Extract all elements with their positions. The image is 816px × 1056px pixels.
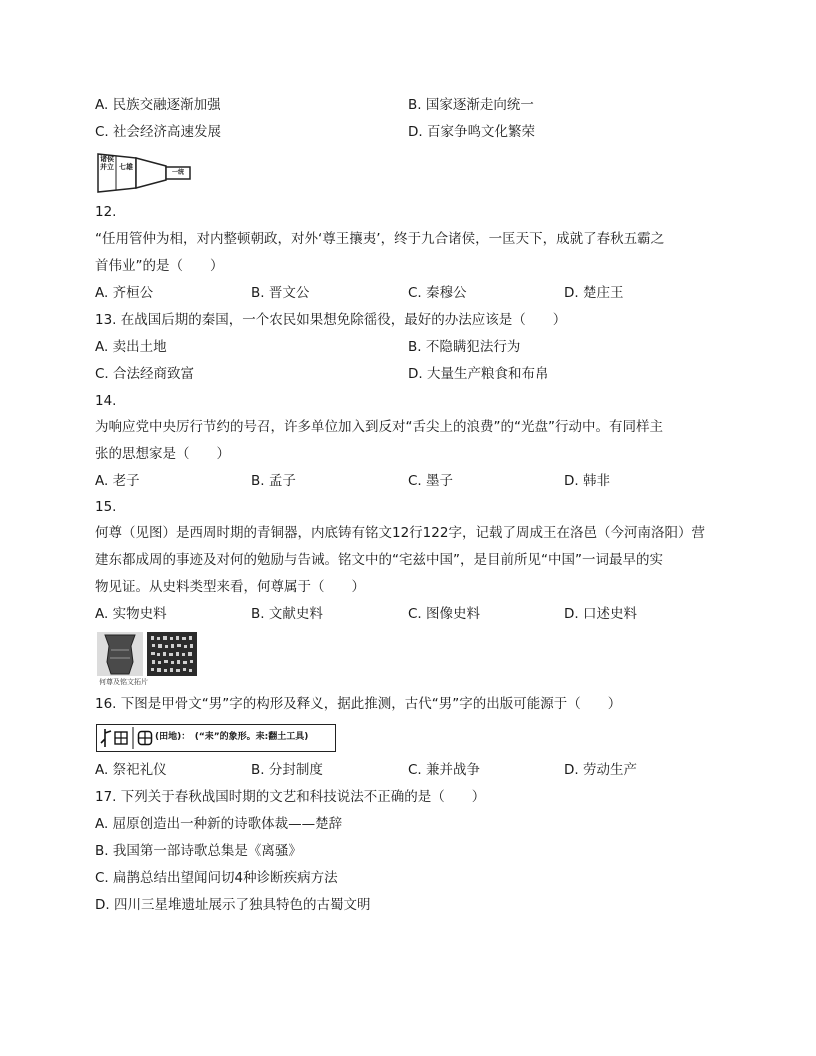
q17-stem: 17. 下列关于春秋战国时期的文艺和科技说法不正确的是（ ）: [95, 789, 486, 805]
q14-stem-line1: 为响应党中央厉行节约的号召，许多单位加入到反对“舌尖上的浪费”的“光盘”行动中。有同样主: [95, 419, 663, 435]
q15-figure-caption: 何尊及铭文拓片: [99, 678, 148, 686]
q17-option-a: A. 屈原创造出一种新的诗歌体裁——楚辞: [95, 816, 343, 832]
q11-funnel-figure: [96, 152, 192, 194]
q16-oracle-figure: [96, 724, 336, 752]
q14-option-a: A. 老子: [95, 473, 140, 489]
q17-option-b: B. 我国第一部诗歌总集是《离骚》: [95, 843, 302, 859]
q14-number: 14.: [95, 393, 117, 409]
q11-option-a: A. 民族交融逐渐加强: [95, 97, 221, 113]
q14-option-c: C. 墨子: [408, 473, 454, 489]
q12-stem-line1: “任用管仲为相，对内整顿朝政，对外‘尊王攘夷’，终于九合诸侯，一匡天下，成就了春秋五霸之: [95, 231, 665, 247]
funnel-left-label: 诸侯并立: [100, 155, 114, 171]
q12-option-c: C. 秦穆公: [408, 285, 467, 301]
q15-number: 15.: [95, 499, 117, 515]
q12-number: 12.: [95, 204, 117, 220]
q15-stem-line2: 建东都成周的事迹及对何的勉励与告诫。铭文中的“宅兹中国”，是目前所见“中国”一词最早的实: [95, 552, 663, 568]
bronze-vessel-image: [97, 632, 197, 676]
q16-option-c: C. 兼并战争: [408, 762, 481, 778]
q14-stem-line2: 张的思想家是（ ）: [95, 446, 230, 462]
q15-option-b: B. 文献史料: [251, 606, 323, 622]
q17-option-d: D. 四川三星堆遗址展示了独具特色的古蜀文明: [95, 897, 371, 913]
q11-option-b: B. 国家逐渐走向统一: [408, 97, 534, 113]
q15-stem-line1: 何尊（见图）是西周时期的青铜器，内底铸有铭文12行122字，记载了周成王在洛邑（今河南洛阳）营: [95, 525, 705, 541]
q11-option-c: C. 社会经济高速发展: [95, 124, 222, 140]
q16-figure-text: (田地)： (“耒”的象形。耒:翻土工具): [155, 732, 309, 742]
q14-option-b: B. 孟子: [251, 473, 296, 489]
q15-option-d: D. 口述史料: [564, 606, 637, 622]
q16-stem: 16. 下图是甲骨文“男”字的构形及释义，据此推测，古代“男”字的出版可能源于（ ）: [95, 696, 622, 712]
q12-option-b: B. 晋文公: [251, 285, 310, 301]
tian-field-glyph-icon: [137, 730, 153, 746]
q11-option-d: D. 百家争鸣文化繁荣: [408, 124, 535, 140]
q12-stem-line2: 首伟业”的是（ ）: [95, 258, 224, 274]
q13-option-a: A. 卖出土地: [95, 339, 167, 355]
q15-stem-line3: 物见证。从史料类型来看，何尊属于（ ）: [95, 579, 365, 595]
q12-option-a: A. 齐桓公: [95, 285, 154, 301]
q17-option-c: C. 扁鹊总结出望闻问切4种诊断疾病方法: [95, 870, 338, 886]
q16-option-d: D. 劳动生产: [564, 762, 637, 778]
q16-option-b: B. 分封制度: [251, 762, 323, 778]
q13-option-c: C. 合法经商致富: [95, 366, 195, 382]
q16-option-a: A. 祭祀礼仪: [95, 762, 167, 778]
oracle-bone-nan-glyph-icon: [99, 725, 139, 751]
q15-option-a: A. 实物史料: [95, 606, 167, 622]
q13-option-d: D. 大量生产粮食和布帛: [408, 366, 549, 382]
q12-option-d: D. 楚庄王: [564, 285, 624, 301]
q14-option-d: D. 韩非: [564, 473, 610, 489]
q15-option-c: C. 图像史料: [408, 606, 481, 622]
q13-stem: 13. 在战国后期的秦国，一个农民如果想免除徭役，最好的办法应该是（ ）: [95, 312, 567, 328]
q15-heZun-figure: [97, 632, 197, 684]
q13-option-b: B. 不隐瞒犯法行为: [408, 339, 521, 355]
funnel-right-label: 一统: [171, 169, 184, 176]
funnel-mid-label: 七雄: [119, 163, 133, 171]
